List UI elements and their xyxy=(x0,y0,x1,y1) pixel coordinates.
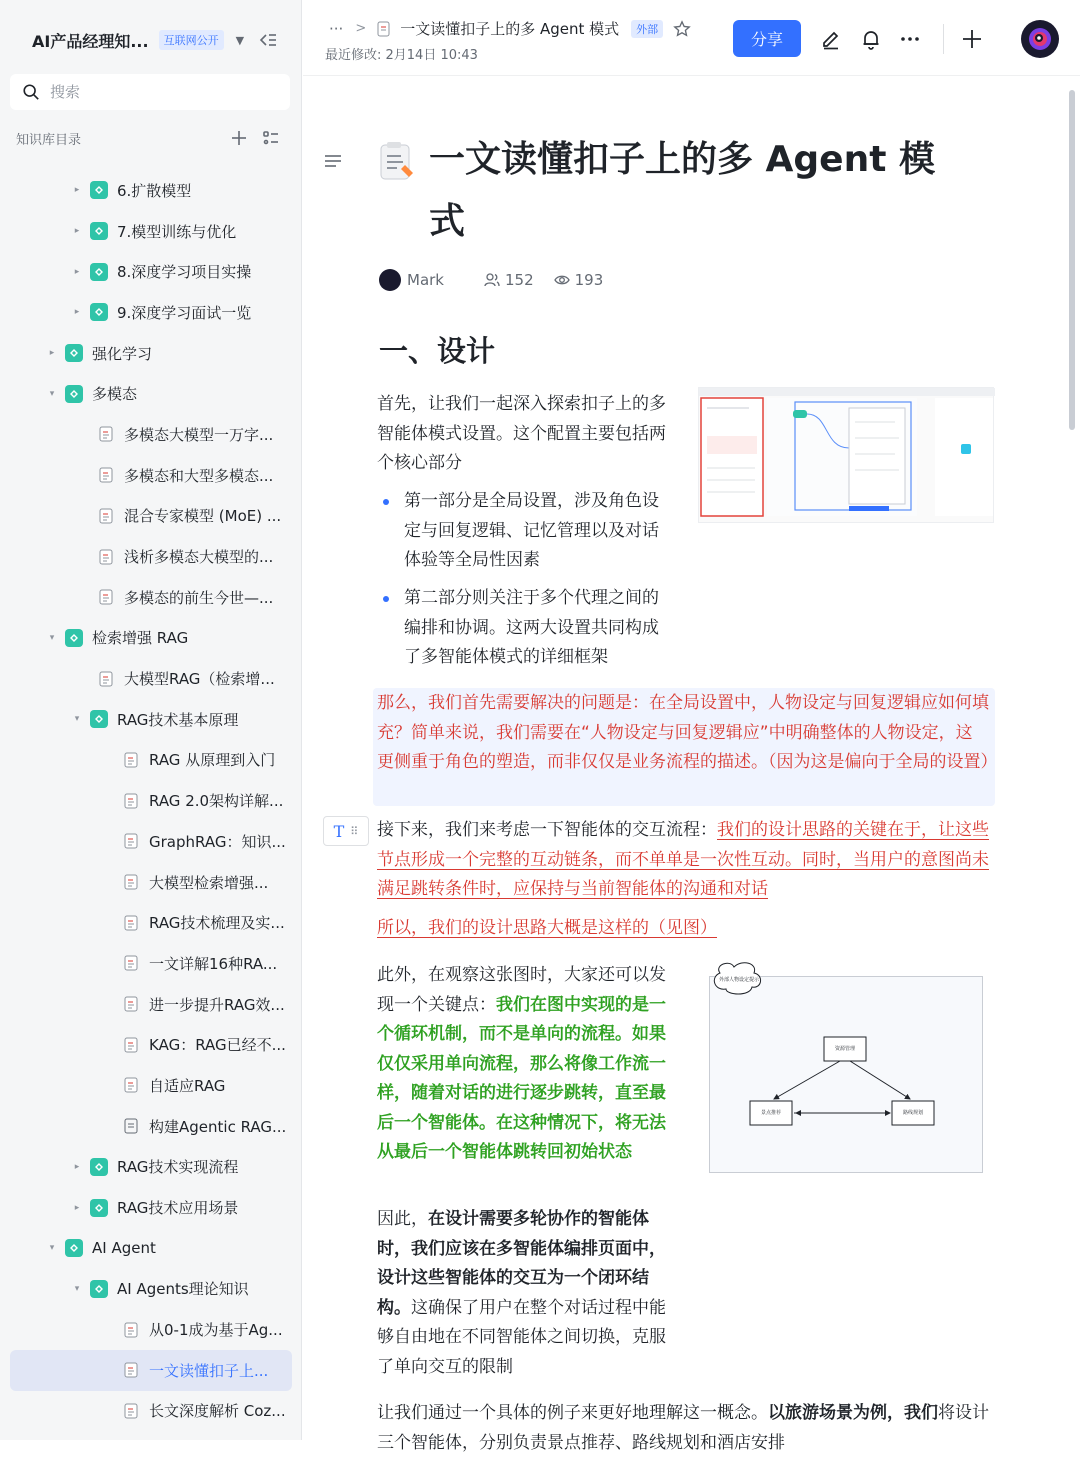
document-emoji-icon[interactable] xyxy=(379,141,417,183)
bold-text: 在设计需要多轮协作的智能体时，我们应该在多智能体编排页面中，设计这些智能体的交互为一个闭环结构。 xyxy=(377,1209,666,1318)
doc-icon xyxy=(122,914,140,932)
sidebar-item-label: RAG 2.0架构详解... xyxy=(149,792,284,811)
sidebar-item[interactable] xyxy=(0,251,302,292)
share-button[interactable]: 分享 xyxy=(733,20,801,57)
scrollbar-thumb[interactable] xyxy=(1069,90,1075,430)
block-type-handle[interactable] xyxy=(323,816,369,846)
drag-handle-icon[interactable]: ⠿ xyxy=(350,824,359,838)
paragraph: 所以，我们的设计思路大概是这样的（见图） xyxy=(377,918,717,938)
sidebar-item[interactable] xyxy=(0,780,302,821)
kb-title[interactable]: AI产品经理知... xyxy=(32,31,149,51)
document-meta xyxy=(379,269,603,291)
sidebar-item[interactable] xyxy=(0,577,302,618)
sidebar-item[interactable] xyxy=(0,862,302,903)
avatar-logo-icon xyxy=(1025,24,1055,54)
bullet-item: 第一部分是全局设置，涉及角色设定与回复逻辑、记忆管理以及对话体验等全局性因素 xyxy=(404,487,670,576)
sidebar-item[interactable] xyxy=(0,536,302,577)
sidebar-item-label: GraphRAG：知识... xyxy=(149,832,286,851)
top-bar xyxy=(303,0,1080,76)
text-span: 因此， xyxy=(377,1209,428,1229)
sidebar-item[interactable] xyxy=(0,984,302,1025)
doc-icon xyxy=(97,425,115,443)
toolbar-divider xyxy=(943,24,944,54)
doc-icon xyxy=(97,548,115,566)
sidebar-item[interactable] xyxy=(0,414,302,455)
caret-down-icon[interactable]: ▾ xyxy=(74,1283,80,1294)
loop-diagram-graphic xyxy=(710,977,984,1174)
sidebar-item[interactable] xyxy=(0,1187,302,1228)
breadcrumb xyxy=(329,18,691,39)
paragraph xyxy=(377,1399,989,1458)
folder-icon xyxy=(65,385,83,403)
sidebar-item[interactable] xyxy=(0,170,302,211)
highlighted-text: 我们的设计思路的关键在于，让这些节点形成一个完整的互动链条，而不单单是一次性互动。同时，当用户的意图尚未满足跳转条件时，应保持与当前智能体的沟通和对话 xyxy=(377,820,989,899)
folder-icon xyxy=(90,303,108,321)
search-box[interactable] xyxy=(10,74,290,110)
caret-right-icon[interactable]: ▸ xyxy=(49,348,55,359)
caret-right-icon[interactable]: ▸ xyxy=(74,1161,80,1172)
callout-text: 那么，我们首先需要解决的问题是：在全局设置中，人物设定与回复逻辑应如何填充？简单来说，我们需要在“人物设定与回复逻辑应”中明确整体的人物设定，这更侧重于角色的塑造，而非仅仅是业务流程的描述。（因为这是偏向于全局的设置） xyxy=(377,693,998,772)
doc-icon xyxy=(122,751,140,769)
sidebar-item[interactable] xyxy=(0,658,302,699)
text-span: 让我们通过一个具体的例子来更好地理解这一概念。 xyxy=(377,1403,768,1423)
doc-icon xyxy=(122,792,140,810)
sidebar-item-label: 多模态大模型一万字... xyxy=(124,425,274,444)
search-icon xyxy=(22,83,40,101)
scrollbar[interactable] xyxy=(1068,82,1076,1432)
document-content xyxy=(303,77,1067,1453)
sidebar-item-label: 9.深度学习面试一览 xyxy=(117,303,252,322)
kb-visibility-badge: 互联网公开 xyxy=(159,30,224,50)
collapse-sidebar-icon[interactable] xyxy=(258,30,278,50)
sidebar-item[interactable] xyxy=(0,1106,302,1147)
sidebar-item-label: RAG技术基本原理 xyxy=(117,710,239,729)
caret-right-icon[interactable]: ▸ xyxy=(74,185,80,196)
eye-icon xyxy=(554,272,570,288)
sidebar-item[interactable] xyxy=(10,1350,292,1391)
sidebar-item-label: 8.深度学习项目实操 xyxy=(117,263,252,282)
directory-header xyxy=(16,126,281,150)
folder-icon xyxy=(90,710,108,728)
paragraph xyxy=(377,1205,675,1382)
folder-icon xyxy=(90,1280,108,1298)
text-span: 这确保了用户在整个对话过程中能够自由地在不同智能体之间切换，克服了单向交互的限制 xyxy=(377,1297,666,1377)
doc-icon xyxy=(376,21,392,37)
add-icon[interactable] xyxy=(229,128,249,148)
doc-icon xyxy=(122,1402,140,1420)
sidebar-item[interactable] xyxy=(0,455,302,496)
doc-icon xyxy=(97,670,115,688)
bell-icon[interactable] xyxy=(860,28,882,50)
sidebar xyxy=(0,0,302,1440)
caret-right-icon[interactable]: ▸ xyxy=(74,266,80,277)
chevron-right-icon: > xyxy=(355,21,367,36)
sidebar-item[interactable] xyxy=(0,333,302,374)
doc-icon xyxy=(122,954,140,972)
sidebar-item-label: 混合专家模型 (MoE) ... xyxy=(124,507,282,526)
sidebar-item-label: RAG 从原理到入门 xyxy=(149,751,276,770)
doc-icon xyxy=(97,588,115,606)
sidebar-item[interactable] xyxy=(0,1147,302,1188)
screenshot-image[interactable] xyxy=(698,387,994,523)
folder-icon xyxy=(90,263,108,281)
sidebar-item[interactable] xyxy=(0,821,302,862)
text-span: 接下来，我们来考虑一下智能体的交互流程： xyxy=(377,820,717,840)
sidebar-item-label: AI Agents理论知识 xyxy=(117,1280,249,1299)
sidebar-item-label: 一文详解16种RA... xyxy=(149,954,278,973)
sidebar-item[interactable] xyxy=(0,1065,302,1106)
sidebar-item-label: 从0-1成为基于Ag... xyxy=(149,1321,283,1340)
sidebar-item[interactable] xyxy=(0,211,302,252)
folder-icon xyxy=(90,1199,108,1217)
paragraph xyxy=(377,816,989,905)
sidebar-item-label: RAG技术应用场景 xyxy=(117,1199,239,1218)
users-icon xyxy=(484,272,500,288)
outline-list-icon[interactable] xyxy=(261,128,281,148)
search-input[interactable] xyxy=(50,83,250,101)
doc-icon xyxy=(122,1036,140,1054)
doc-icon xyxy=(122,1321,140,1339)
bullet-item: 第二部分则关注于多个代理之间的编排和协调。这两大设置共同构成了多智能体模式的详细框架 xyxy=(404,584,670,673)
author-avatar[interactable] xyxy=(379,269,401,291)
sidebar-item[interactable] xyxy=(0,1309,302,1350)
sidebar-item[interactable] xyxy=(0,292,302,333)
node-label: 景点推荐 xyxy=(760,1110,781,1116)
kb-header xyxy=(32,24,281,56)
kb-dropdown-icon[interactable]: ▼ xyxy=(235,33,245,47)
sidebar-item[interactable] xyxy=(0,699,302,740)
paragraph: 首先，让我们一起深入探索扣子上的多智能体模式设置。这个配置主要包括两个核心部分 xyxy=(377,394,666,473)
doc-icon xyxy=(122,832,140,850)
sidebar-item[interactable] xyxy=(0,1228,302,1269)
doc-icon xyxy=(122,995,140,1013)
sidebar-item-label: 多模态的前生今世—... xyxy=(124,588,274,607)
sidebar-item-label: RAG技术梳理及实... xyxy=(149,914,285,933)
sidebar-item-label: 长文深度解析 Coz... xyxy=(149,1402,286,1421)
caret-right-icon[interactable]: ▸ xyxy=(74,226,80,237)
orchestration-screenshot-graphic xyxy=(699,388,995,524)
sidebar-item-label: 自适应RAG xyxy=(149,1076,226,1095)
text-span: 将设计三个智能体，分别负责景点推荐、路线规划和酒店安排 xyxy=(377,1403,989,1453)
sidebar-item-label: 大模型RAG（检索增... xyxy=(124,670,275,689)
author-name[interactable]: Mark xyxy=(407,271,444,289)
user-avatar[interactable] xyxy=(1021,20,1059,58)
sidebar-item[interactable] xyxy=(0,618,302,659)
sidebar-item[interactable] xyxy=(0,373,302,414)
more-icon[interactable] xyxy=(899,28,921,50)
folder-icon xyxy=(90,1158,108,1176)
last-modified: 最近修改: 2月14日 10:43 xyxy=(325,48,478,63)
sidebar-item[interactable] xyxy=(0,1391,302,1432)
sidebar-item-label: 检索增强 RAG xyxy=(92,629,189,648)
loop-diagram-image[interactable] xyxy=(709,976,983,1173)
page-title: 一文读懂扣子上的多 Agent 模式 xyxy=(429,139,935,242)
sidebar-item[interactable] xyxy=(0,496,302,537)
doc-icon xyxy=(122,1361,140,1379)
caret-right-icon[interactable]: ▸ xyxy=(74,1202,80,1213)
sidebar-item[interactable] xyxy=(0,902,302,943)
heading-design: 一、设计 xyxy=(379,334,496,368)
sidebar-item[interactable] xyxy=(0,1269,302,1310)
text-span: 此外，在观察这张图时，大家还可以发现一个关键点： xyxy=(377,965,666,1015)
paragraph xyxy=(377,961,677,1168)
edit-icon[interactable] xyxy=(820,28,842,50)
plus-icon[interactable] xyxy=(961,28,983,50)
caret-down-icon[interactable]: ▾ xyxy=(49,632,55,643)
view-count: 193 xyxy=(574,271,604,289)
sidebar-item-label: 7.模型训练与优化 xyxy=(117,222,237,241)
sidebar-item-label: 一文读懂扣子上... xyxy=(149,1361,269,1380)
folder-icon xyxy=(90,181,108,199)
sidebar-item-label: 构建Agentic RAG... xyxy=(149,1117,287,1136)
sidebar-item-label: 6.扩散模型 xyxy=(117,181,192,200)
folder-icon xyxy=(65,1239,83,1257)
like-count: 152 xyxy=(505,271,534,289)
directory-label: 知识库目录 xyxy=(16,132,82,148)
cloud-label: 外部人物设定提示 xyxy=(718,977,759,983)
sidebar-item-label: 进一步提升RAG效... xyxy=(149,995,285,1014)
doc-icon xyxy=(122,1117,140,1135)
sidebar-item-label: 大模型检索增强... xyxy=(149,873,269,892)
caret-down-icon[interactable]: ▾ xyxy=(74,714,80,725)
doc-icon xyxy=(97,507,115,525)
star-icon[interactable] xyxy=(673,20,691,38)
breadcrumb-doc-title[interactable]: 一文读懂扣子上的多 Agent 模式 xyxy=(400,20,620,38)
sidebar-item-label: KAG：RAG已经不... xyxy=(149,1036,286,1055)
caret-down-icon[interactable]: ▾ xyxy=(49,388,55,399)
external-badge: 外部 xyxy=(631,20,663,38)
doc-icon xyxy=(122,873,140,891)
sidebar-item-label: RAG技术实现流程 xyxy=(117,1158,239,1177)
sidebar-item[interactable] xyxy=(0,1024,302,1065)
breadcrumb-more[interactable]: ··· xyxy=(329,19,344,38)
folder-icon xyxy=(65,344,83,362)
directory-tree xyxy=(0,170,302,1431)
text-block-icon: T xyxy=(333,821,345,841)
folder-icon xyxy=(90,222,108,240)
sidebar-item[interactable] xyxy=(0,740,302,781)
table-of-contents-icon[interactable] xyxy=(323,151,343,171)
node-label: 路线规划 xyxy=(902,1110,923,1116)
doc-icon xyxy=(97,466,115,484)
sidebar-item-label: 强化学习 xyxy=(92,344,153,363)
caret-down-icon[interactable]: ▾ xyxy=(49,1243,55,1254)
sidebar-item-label: AI Agent xyxy=(92,1239,156,1258)
node-label: 资源管理 xyxy=(834,1046,855,1052)
sidebar-item[interactable] xyxy=(0,943,302,984)
bold-text: 以旅游场景为例，我们 xyxy=(768,1403,938,1423)
sidebar-item-label: 多模态和大型多模态... xyxy=(124,466,274,485)
doc-icon xyxy=(122,1076,140,1094)
highlighted-text: 我们在图中实现的是一个循环机制，而不是单向的流程。如果仅仅采用单向流程，那么将像工作流一样，随着对话的进行逐步跳转，直至最后一个智能体。在这种情况下，将无法从最后一个智能体跳转回初始状态 xyxy=(377,994,666,1162)
sidebar-item-label: 浅析多模态大模型的... xyxy=(124,548,274,567)
sidebar-item-label: 多模态 xyxy=(92,385,138,404)
folder-icon xyxy=(65,629,83,647)
caret-right-icon[interactable]: ▸ xyxy=(74,307,80,318)
